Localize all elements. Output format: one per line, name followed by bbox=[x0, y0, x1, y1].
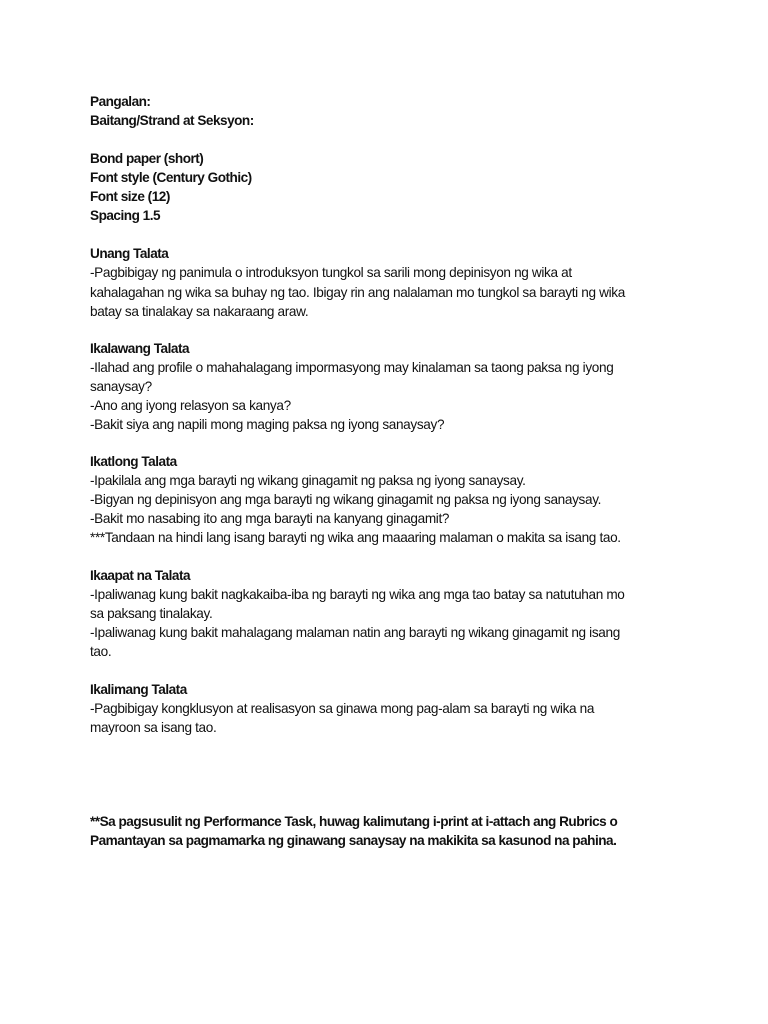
grade-section-label: Baitang/Strand at Seksyon: bbox=[90, 113, 254, 128]
section-line: -Ilahad ang profile o mahahalagang impormasyong may kinalaman sa taong paksa ng iyong bbox=[90, 360, 614, 375]
section-title: Ikalawang Talata bbox=[90, 341, 190, 356]
section-title: Ikalimang Talata bbox=[90, 682, 187, 697]
format-font-size: Font size (12) bbox=[90, 189, 170, 204]
section-title: Ikaapat na Talata bbox=[90, 568, 191, 583]
section-line: -Pagbibigay ng panimula o introduksyon tungkol sa sarili mong depinisyon ng wika at bbox=[90, 265, 572, 280]
name-label: Pangalan: bbox=[90, 94, 151, 109]
section-line: ***Tandaan na hindi lang isang barayti ng wika ang maaaring malaman o makita sa isang tao. bbox=[90, 530, 621, 545]
section-line: batay sa tinalakay sa nakaraang araw. bbox=[90, 304, 309, 319]
section-line: -Bigyan ng depinisyon ang mga barayti ng wikang ginagamit ng paksa ng iyong sanaysay. bbox=[90, 492, 602, 507]
section-title: Ikatlong Talata bbox=[90, 454, 177, 469]
section-line: -Ano ang iyong relasyon sa kanya? bbox=[90, 398, 291, 413]
section-line: -Ipakilala ang mga barayti ng wikang ginagamit ng paksa ng iyong sanaysay. bbox=[90, 473, 526, 488]
section-line: sa paksang tinalakay. bbox=[90, 606, 213, 621]
section-title: Unang Talata bbox=[90, 246, 169, 261]
format-font-style: Font style (Century Gothic) bbox=[90, 170, 252, 185]
section-line: -Bakit mo nasabing ito ang mga barayti na kanyang ginagamit? bbox=[90, 511, 450, 526]
section-line: -Ipaliwanag kung bakit nagkakaiba-iba ng barayti ng wika ang mga tao batay sa natutuhan mo bbox=[90, 587, 625, 602]
section-line: -Ipaliwanag kung bakit mahalagang malaman natin ang barayti ng wikang ginagamit ng isang bbox=[90, 625, 620, 640]
section-line: -Bakit siya ang napili mong maging paksa ng iyong sanaysay? bbox=[90, 417, 445, 432]
section-line: mayroon sa isang tao. bbox=[90, 720, 217, 735]
section-line: sanaysay? bbox=[90, 379, 152, 394]
format-paper: Bond paper (short) bbox=[90, 151, 204, 166]
section-line: kahalagahan ng wika sa buhay ng tao. Ibigay rin ang nalalaman mo tungkol sa barayti ng wika bbox=[90, 285, 625, 300]
section-line: -Pagbibigay kongklusyon at realisasyon sa ginawa mong pag-alam sa barayti ng wika na bbox=[90, 701, 595, 716]
section-line: tao. bbox=[90, 644, 112, 659]
format-spacing: Spacing 1.5 bbox=[90, 208, 161, 223]
reminder-note: Pamantayan sa pagmamarka ng ginawang sanaysay na makikita sa kasunod na pahina. bbox=[90, 833, 617, 848]
reminder-note: **Sa pagsusulit ng Performance Task, huwag kalimutang i-print at i-attach ang Rubrics o bbox=[90, 814, 618, 829]
